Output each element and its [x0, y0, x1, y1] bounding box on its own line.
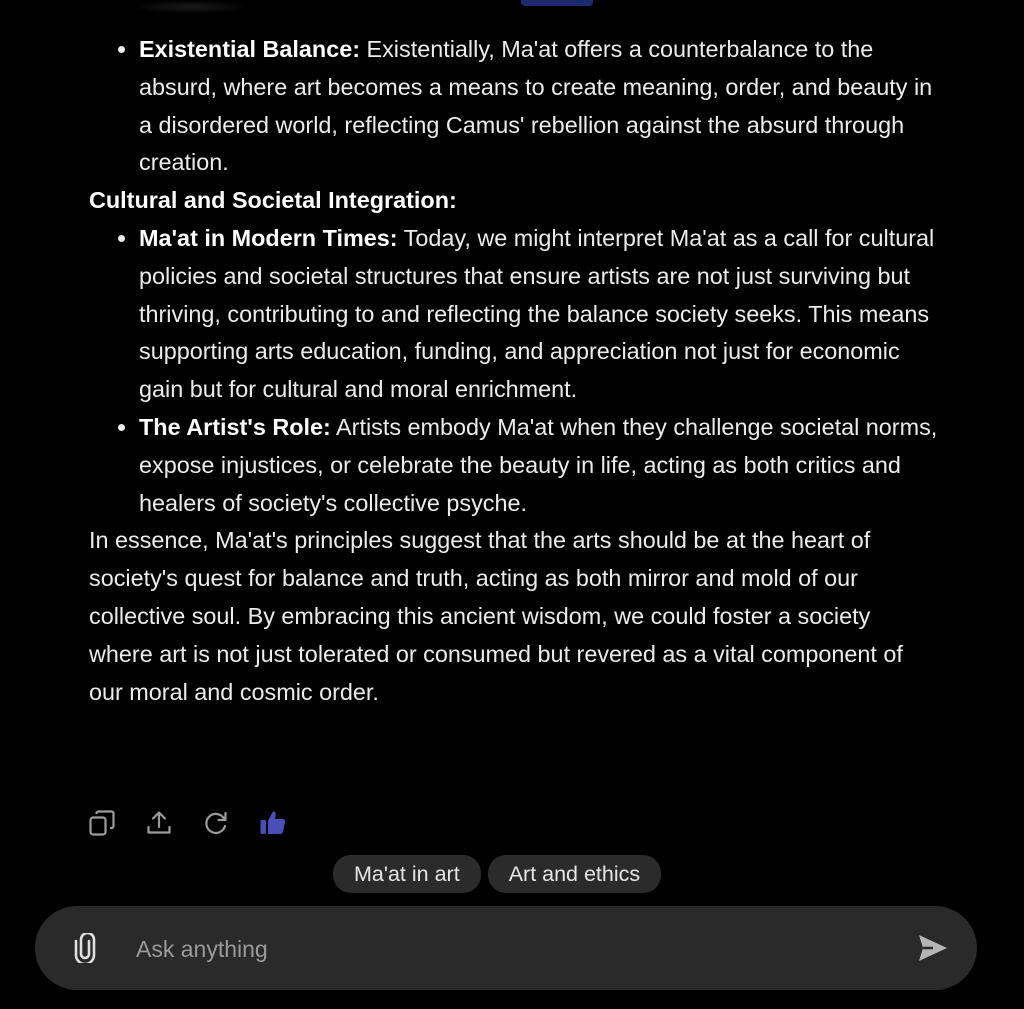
scroll-fade — [130, 0, 250, 14]
regenerate-icon[interactable] — [202, 809, 230, 837]
message-input[interactable] — [134, 928, 898, 970]
list-item-existential — [139, 31, 939, 182]
list-item-title: The Artist's Role: — [139, 413, 331, 440]
assistant-message — [89, 31, 939, 711]
list-item-title: Ma'at in Modern Times: — [139, 224, 398, 251]
attach-icon[interactable] — [73, 933, 97, 963]
send-icon[interactable] — [917, 932, 949, 964]
suggestion-chip-art-and-ethics[interactable]: Art and ethics — [488, 855, 661, 893]
bullet-list-2 — [89, 220, 939, 522]
bullet-list-1 — [89, 31, 939, 182]
list-item-text: Existentially, Ma'at offers a counterbalance to the absurd, where art becomes a means to create meaning, order, and beauty in a disordered world, reflecting Camus' rebellion against the absurd through creation. — [139, 36, 933, 176]
suggestion-chips — [333, 855, 661, 893]
composer — [35, 906, 977, 990]
message-actions — [88, 809, 287, 837]
essence-paragraph: In essence, Ma'at's principles suggest that the arts should be at the heart of society's quest for balance and truth, acting as both mirror and mold of our collective soul. By embracing this ancient wisdom, we could foster a society where art is not just tolerated or consumed but revered as a vital component of our moral and cosmic order. — [89, 527, 903, 705]
thumbs-up-icon[interactable] — [259, 809, 287, 837]
list-item-title: Existential Balance: — [139, 36, 361, 62]
copy-icon[interactable] — [88, 809, 116, 837]
list-item-text: Today, we might interpret Ma'at as a call for cultural policies and societal structures that ensure artists are not just surviving but thriving, contributing to and reflecting the balance society seeks. This means supporting arts education, funding, and appreciation not just for economic gain but for cultural and moral enrichment. — [139, 224, 935, 403]
list-item-text: Artists embody Ma'at when they challenge societal norms, expose injustices, or celebrate the beauty in life, acting as both critics and healers of society's collective psyche. — [139, 413, 938, 516]
list-item-modern — [139, 220, 939, 409]
list-item-artist — [139, 409, 939, 522]
top-tab-indicator — [521, 0, 593, 6]
suggestion-chip-maat-in-art[interactable]: Ma'at in art — [333, 855, 481, 893]
share-icon[interactable] — [145, 809, 173, 837]
section-heading: Cultural and Societal Integration: — [89, 187, 457, 214]
